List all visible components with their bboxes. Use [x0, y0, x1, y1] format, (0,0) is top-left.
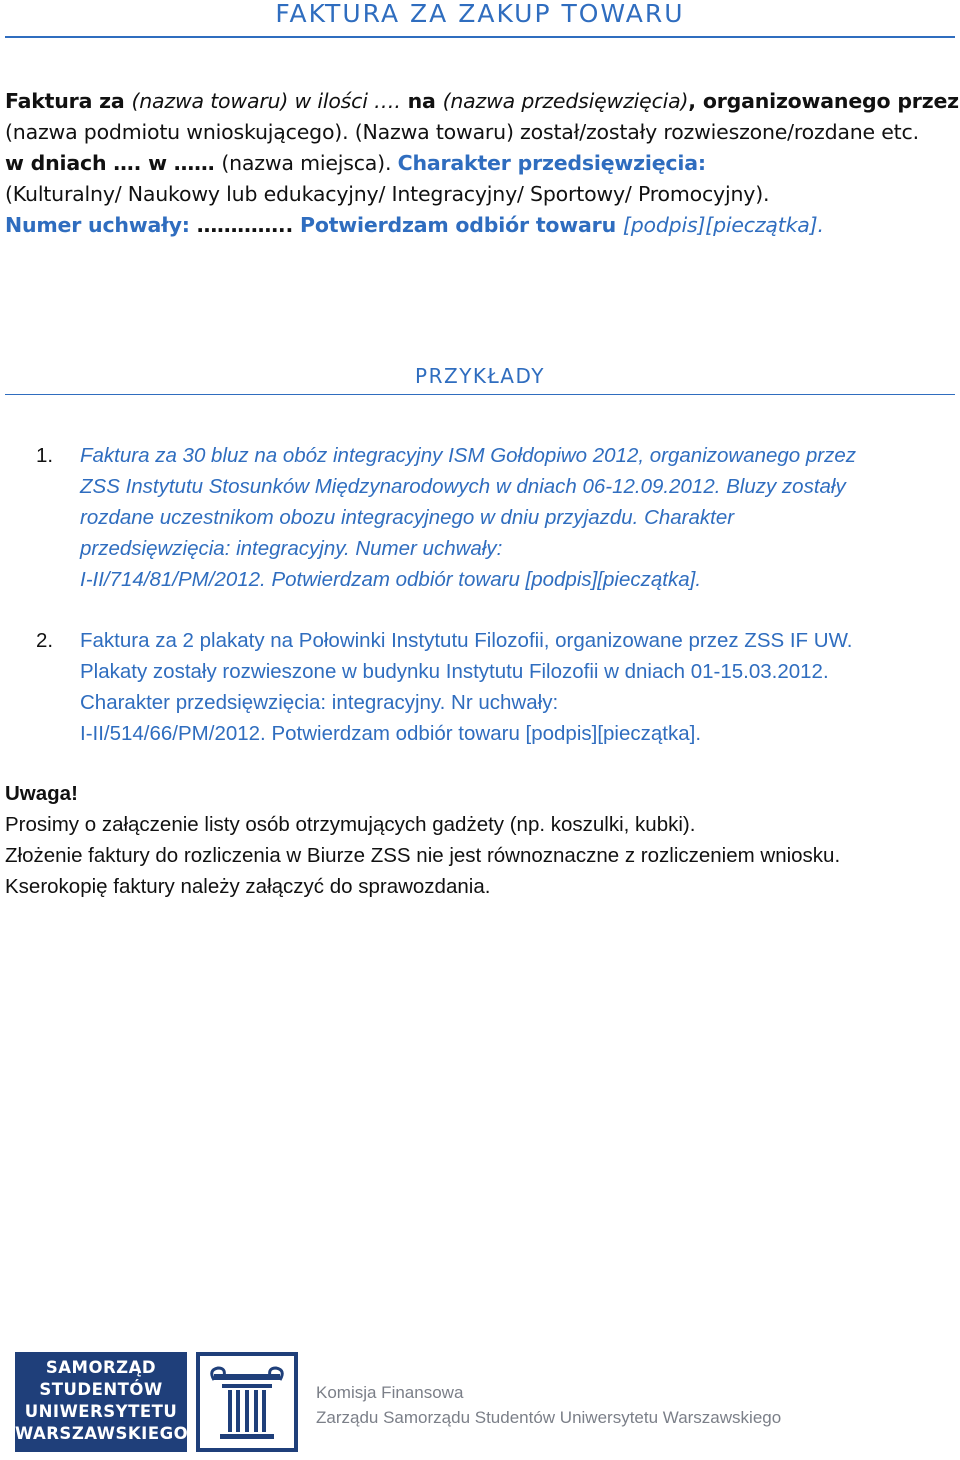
text-segment: Charakter przedsięwzięcia: — [397, 151, 706, 175]
university-column-logo — [196, 1352, 298, 1452]
title-divider — [5, 36, 955, 38]
example-line: Charakter przedsięwzięcia: integracyjny. Nr uchwały: — [80, 691, 559, 714]
footer-text — [316, 1380, 781, 1430]
footer-commission: Komisja Finansowa — [316, 1383, 464, 1402]
example-line: ZSS Instytutu Stosunków Międzynarodowych w dniach 06-12.09.2012. Bluzy zostały — [80, 475, 846, 498]
intro-line-2: (nazwa podmiotu wnioskującego). (Nazwa towaru) został/zostały rozwieszone/rozdane etc. — [5, 120, 919, 144]
footer-board: Zarządu Samorządu Studentów Uniwersytetu Warszawskiego — [316, 1408, 782, 1427]
logo-text: WARSZAWSKIEGO — [15, 1424, 189, 1443]
text-segment: (nazwa przedsięwzięcia) — [442, 89, 689, 113]
text-segment: w dniach …. w …… — [5, 151, 222, 175]
text-segment: Faktura za — [5, 89, 132, 113]
example-body — [80, 440, 955, 595]
text-segment: (nazwa towaru) w ilości …. — [131, 89, 401, 113]
example-line: I-II/514/66/PM/2012. Potwierdzam odbiór towaru [podpis][pieczątka]. — [80, 722, 702, 745]
example-number: 1. — [36, 444, 54, 467]
example-number: 2. — [36, 629, 54, 652]
example-line: Plakaty zostały rozwieszone w budynku Instytutu Filozofii w dniach 01-15.03.2012. — [80, 660, 829, 683]
logo-text: SAMORZĄD — [45, 1358, 157, 1377]
example-line: przedsięwzięcia: integracyjny. Numer uchwały: — [80, 537, 503, 560]
example-body — [80, 625, 955, 749]
column-icon — [200, 1356, 294, 1448]
example-line: rozdane uczestnikom obozu integracyjnego w dniu przyjazdu. Charakter — [80, 506, 735, 529]
intro-line-5 — [5, 210, 955, 241]
intro-paragraph — [5, 86, 959, 241]
logo-text: STUDENTÓW — [39, 1380, 163, 1399]
example-line: Faktura za 30 bluz na obóz integracyjny ISM Gołdopiwo 2012, organizowanego przez — [80, 444, 857, 467]
intro-line-3 — [5, 148, 955, 179]
text-segment: Numer uchwały: — [5, 213, 197, 237]
notice-heading: Uwaga! — [5, 782, 78, 805]
notice-block — [5, 778, 955, 902]
text-segment: [podpis][pieczątka]. — [622, 213, 824, 237]
example-line: Faktura za 2 plakaty na Połowinki Instytutu Filozofii, organizowane przez ZSS IF UW. — [80, 629, 853, 652]
section-title-examples: PRZYKŁADY — [415, 364, 545, 388]
notice-line: Prosimy o załączenie listy osób otrzymujących gadżety (np. koszulki, kubki). — [5, 813, 696, 836]
text-segment: , organizowanego przez — [688, 89, 959, 113]
zss-logo — [15, 1352, 187, 1452]
logo-text: UNIWERSYTETU — [24, 1402, 178, 1421]
text-segment: ………….. — [196, 213, 300, 237]
notice-line: Złożenie faktury do rozliczenia w Biurze ZSS nie jest równoznaczne z rozliczeniem wniosku. — [5, 844, 841, 867]
example-line: I-II/714/81/PM/2012. Potwierdzam odbiór towaru [podpis][pieczątka]. — [80, 568, 702, 591]
text-segment: Potwierdzam odbiór towaru — [300, 213, 623, 237]
notice-line: Kserokopię faktury należy załączyć do sprawozdania. — [5, 875, 491, 898]
text-segment: na — [400, 89, 443, 113]
intro-line-4: (Kulturalny/ Naukowy lub edukacyjny/ Integracyjny/ Sportowy/ Promocyjny). — [5, 182, 770, 206]
document-title: FAKTURA ZA ZAKUP TOWARU — [275, 0, 685, 28]
section-divider — [5, 394, 955, 395]
text-segment: (nazwa miejsca). — [221, 151, 398, 175]
intro-line-1 — [5, 86, 959, 117]
